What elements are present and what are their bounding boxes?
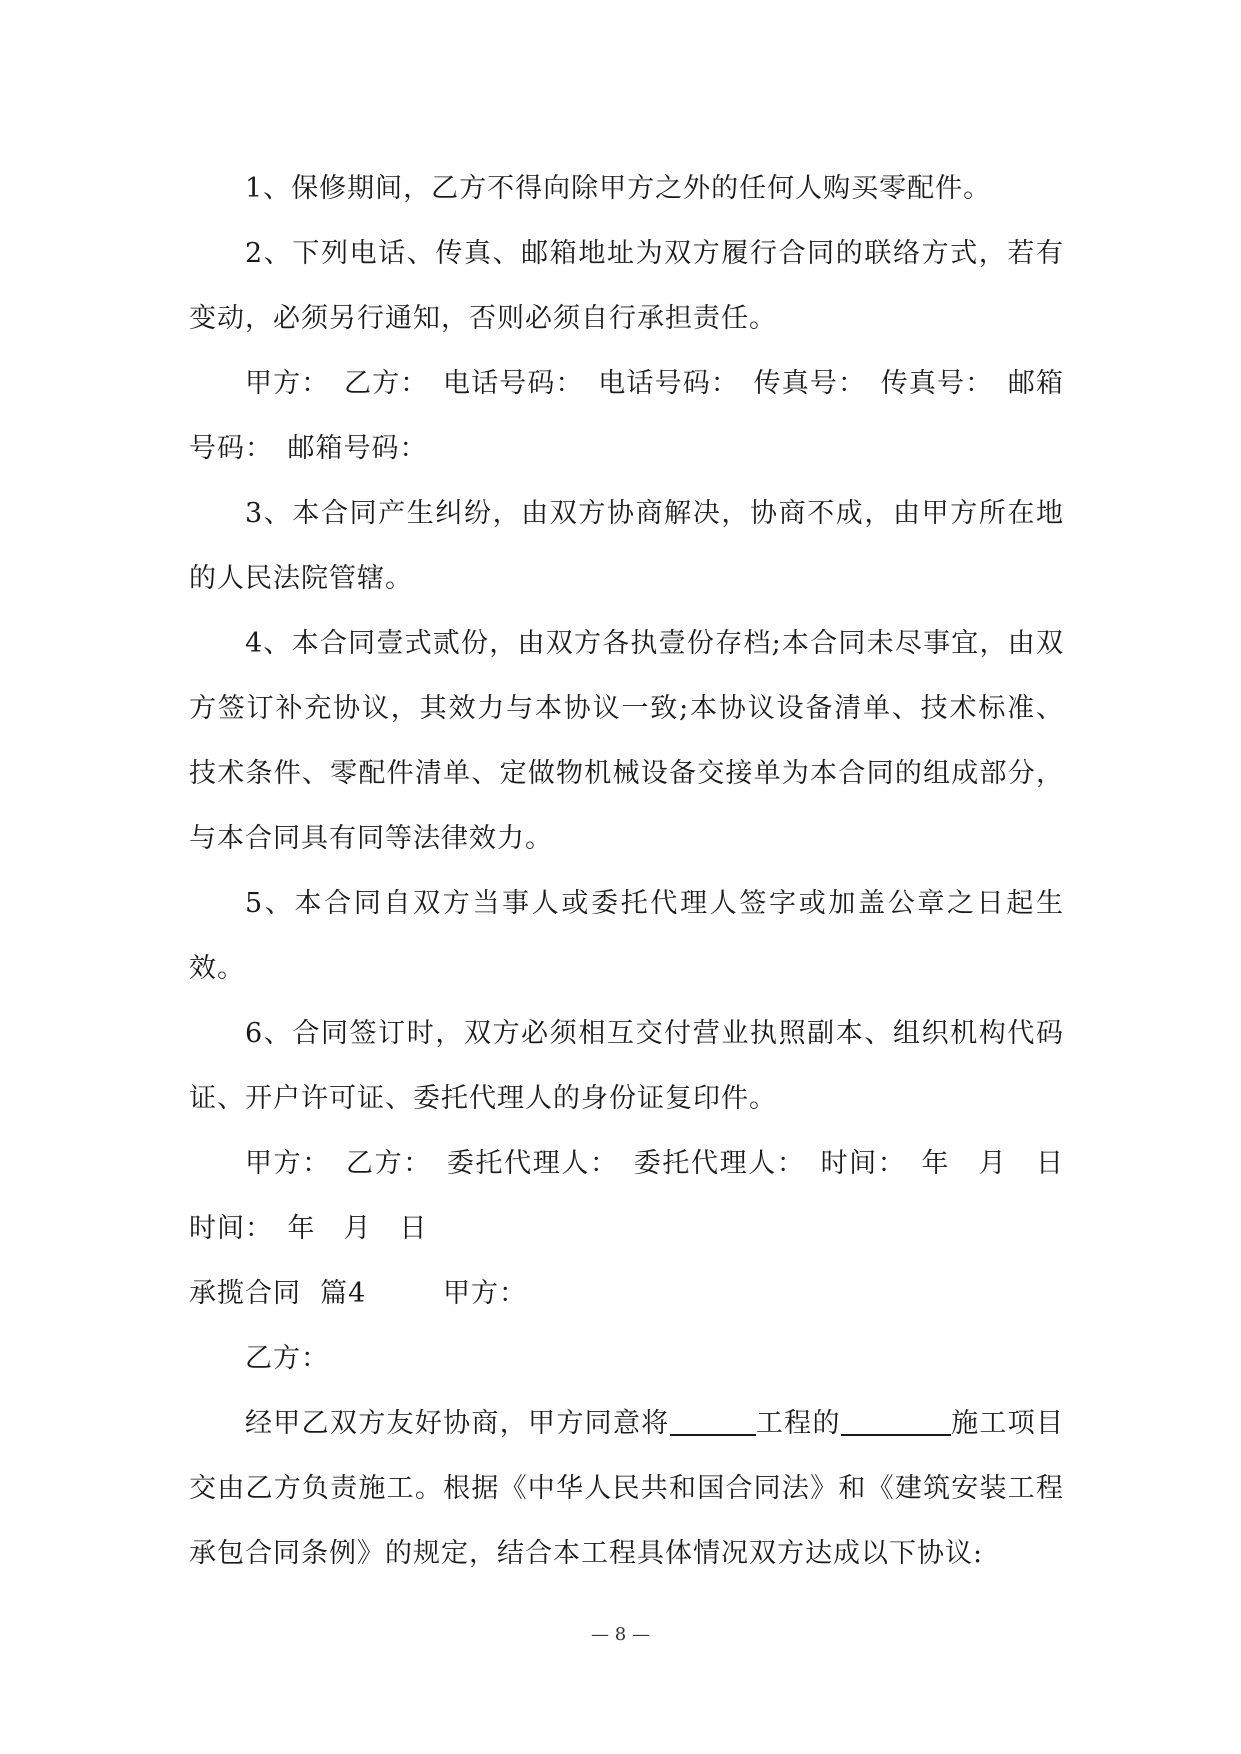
- party-b-label: 乙方：: [245, 1343, 329, 1374]
- intro-text-c: 施工项目交由乙方负责施工。根据《中华人民共和国合同法》和《建筑安装工程承包合同条例》的规定，结合本工程具体情况双方达成以下协议:: [189, 1408, 1065, 1569]
- intro-paragraph: [189, 1391, 1064, 1586]
- document-body: [189, 156, 1092, 1586]
- work-scope-blank: [841, 1404, 951, 1436]
- intro-text-a: 经甲乙双方友好协商，甲方同意将: [245, 1408, 670, 1439]
- clause-3: 3、本合同产生纠纷，由双方协商解决，协商不成，由甲方所在地的人民法院管辖。: [189, 498, 1064, 594]
- clause-2: 2、下列电话、传真、邮箱地址为双方履行合同的联络方式，若有变动，必须另行通知，否则必须自行承担责任。: [189, 238, 1064, 334]
- project-name-blank: [670, 1404, 756, 1436]
- clause-4: 4、本合同壹式贰份，由双方各执壹份存档;本合同未尽事宜，由双方签订补充协议，其效力与本协议一致;本协议设备清单、技术标准、技术条件、零配件清单、定做物机械设备交接单为本合同的组成部分，与本合同具有同等法律效力。: [189, 628, 1064, 854]
- contact-fields: 甲方： 乙方： 电话号码： 电话号码： 传真号： 传真号： 邮箱号码： 邮箱号码：: [189, 368, 1064, 464]
- intro-text-b: 工程的: [755, 1408, 841, 1439]
- clause-1: 1、保修期间，乙方不得向除甲方之外的任何人购买零配件。: [245, 173, 992, 204]
- clause-5: 5、本合同自双方当事人或委托代理人签字或加盖公章之日起生效。: [189, 888, 1064, 984]
- section-heading: 承揽合同 篇4 甲方：: [189, 1278, 528, 1309]
- page-number: — 8 —: [591, 1624, 650, 1645]
- clause-6: 6、合同签订时，双方必须相互交付营业执照副本、组织机构代码证、开户许可证、委托代理人的身份证复印件。: [189, 1018, 1064, 1114]
- signature-fields: 甲方： 乙方： 委托代理人： 委托代理人： 时间： 年 月 日 时间： 年 月 日: [189, 1148, 1092, 1244]
